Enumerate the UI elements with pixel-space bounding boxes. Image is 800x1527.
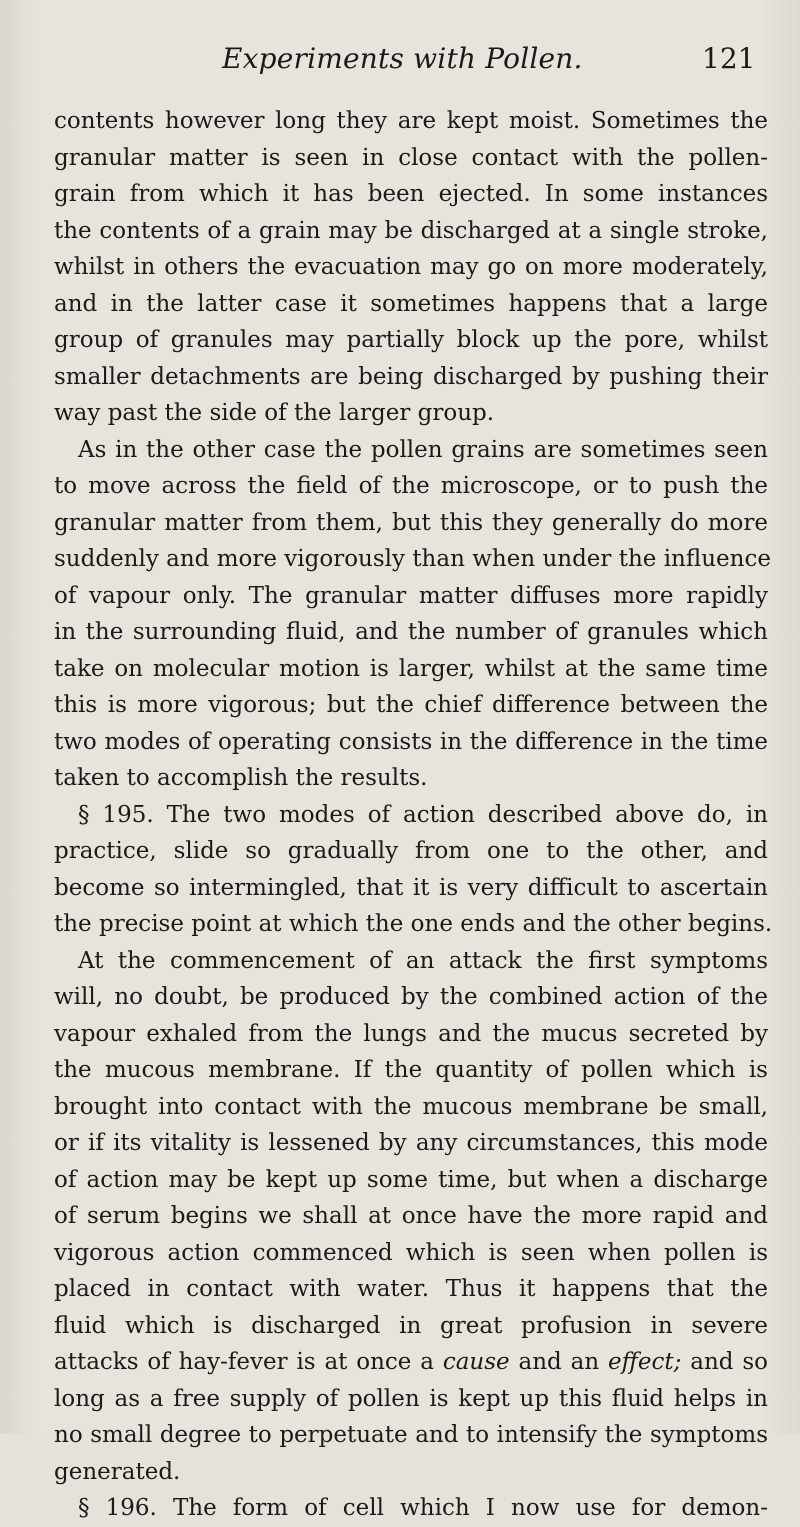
text-line: this is more vigorous; but the chief difference between the: [54, 692, 768, 718]
text-line: brought into contact with the mucous membrane be small,: [54, 1093, 768, 1120]
text-line: At the commencement of an attack the first symptoms: [78, 947, 768, 974]
text-line: granular matter is seen in close contact with the pollen-: [54, 144, 768, 171]
text-line: of vapour only. The granular matter diffuses more rapidly: [54, 582, 768, 609]
text-line: As in the other case the pollen grains are sometimes seen: [78, 436, 768, 463]
text-line: contents however long they are kept moist. Sometimes the: [54, 108, 768, 134]
text-line: whilst in others the evacuation may go on more moderately,: [54, 254, 768, 280]
text-line: smaller detachments are being discharged by pushing their: [54, 363, 768, 390]
text-line: practice, slide so gradually from one to the other, and: [54, 838, 768, 864]
text-line: and in the latter case it sometimes happens that a large: [54, 290, 768, 317]
text-line: taken to accomplish the results.: [54, 765, 428, 791]
text-fragment: attacks of hay-fever is at once a: [54, 1349, 443, 1375]
text-line: grain from which it has been ejected. In some instances: [54, 181, 768, 207]
emphasis-cause: cause: [442, 1349, 510, 1375]
text-line: to move across the field of the microscope, or to push the: [54, 473, 768, 499]
text-line: group of granules may partially block up the pore, whilst: [54, 327, 768, 353]
text-line: the precise point at which the one ends and the other begins.: [54, 911, 773, 937]
text-line: way past the side of the larger group.: [54, 400, 495, 426]
text-line-with-emphasis: [54, 1344, 768, 1381]
text-line: generated.: [54, 1458, 181, 1485]
body-text: [54, 103, 773, 1527]
text-line: granular matter from them, but this they generally do more: [54, 509, 768, 536]
text-line: become so intermingled, that it is very difficult to ascertain: [54, 874, 768, 901]
text-line: fluid which is discharged in great profusion in severe: [54, 1312, 768, 1339]
running-title: Experiments with Pollen.: [222, 42, 583, 75]
text-line: of action may be kept up some time, but when a discharge: [54, 1166, 768, 1193]
text-line: two modes of operating consists in the difference in the time: [54, 728, 768, 755]
section-195-start: § 195. The two modes of action described above do, in: [78, 801, 768, 828]
text-fragment: and an: [509, 1349, 608, 1375]
emphasis-effect: effect;: [607, 1349, 682, 1375]
text-line: vapour exhaled from the lungs and the mucus secreted by: [54, 1020, 768, 1047]
text-line: the mucous membrane. If the quantity of pollen which is: [54, 1057, 768, 1083]
text-line: or if its vitality is lessened by any circumstances, this mode: [54, 1130, 768, 1156]
page-number: 121: [702, 42, 756, 75]
text-fragment: and so: [681, 1349, 768, 1375]
text-line: the contents of a grain may be discharged at a single stroke,: [54, 217, 768, 244]
text-line: will, no doubt, be produced by the combined action of the: [54, 984, 768, 1010]
text-line: in the surrounding fluid, and the number of granules which: [54, 619, 768, 645]
text-line: no small degree to perpetuate and to intensify the symptoms: [54, 1422, 768, 1448]
text-line: suddenly and more vigorously than when under the influence: [54, 546, 771, 572]
section-196-start: § 196. The form of cell which I now use for demon-: [78, 1495, 768, 1521]
page-header: [0, 42, 800, 82]
text-line: of serum begins we shall at once have the more rapid and: [54, 1203, 768, 1229]
text-line: take on molecular motion is larger, whilst at the same time: [54, 655, 768, 682]
text-line: placed in contact with water. Thus it happens that the: [54, 1276, 768, 1302]
text-line: vigorous action commenced which is seen when pollen is: [54, 1239, 768, 1266]
text-line: long as a free supply of pollen is kept up this fluid helps in: [54, 1385, 768, 1412]
